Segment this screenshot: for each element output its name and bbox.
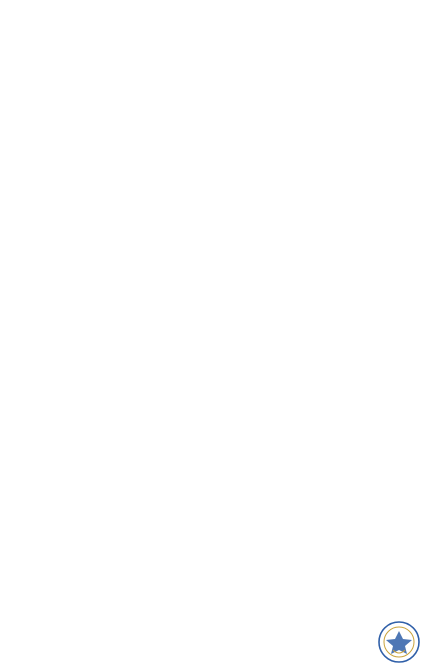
spacer [22,88,405,92]
logo-seal-icon [377,620,421,664]
list-item [22,59,405,80]
list-item [22,30,405,51]
